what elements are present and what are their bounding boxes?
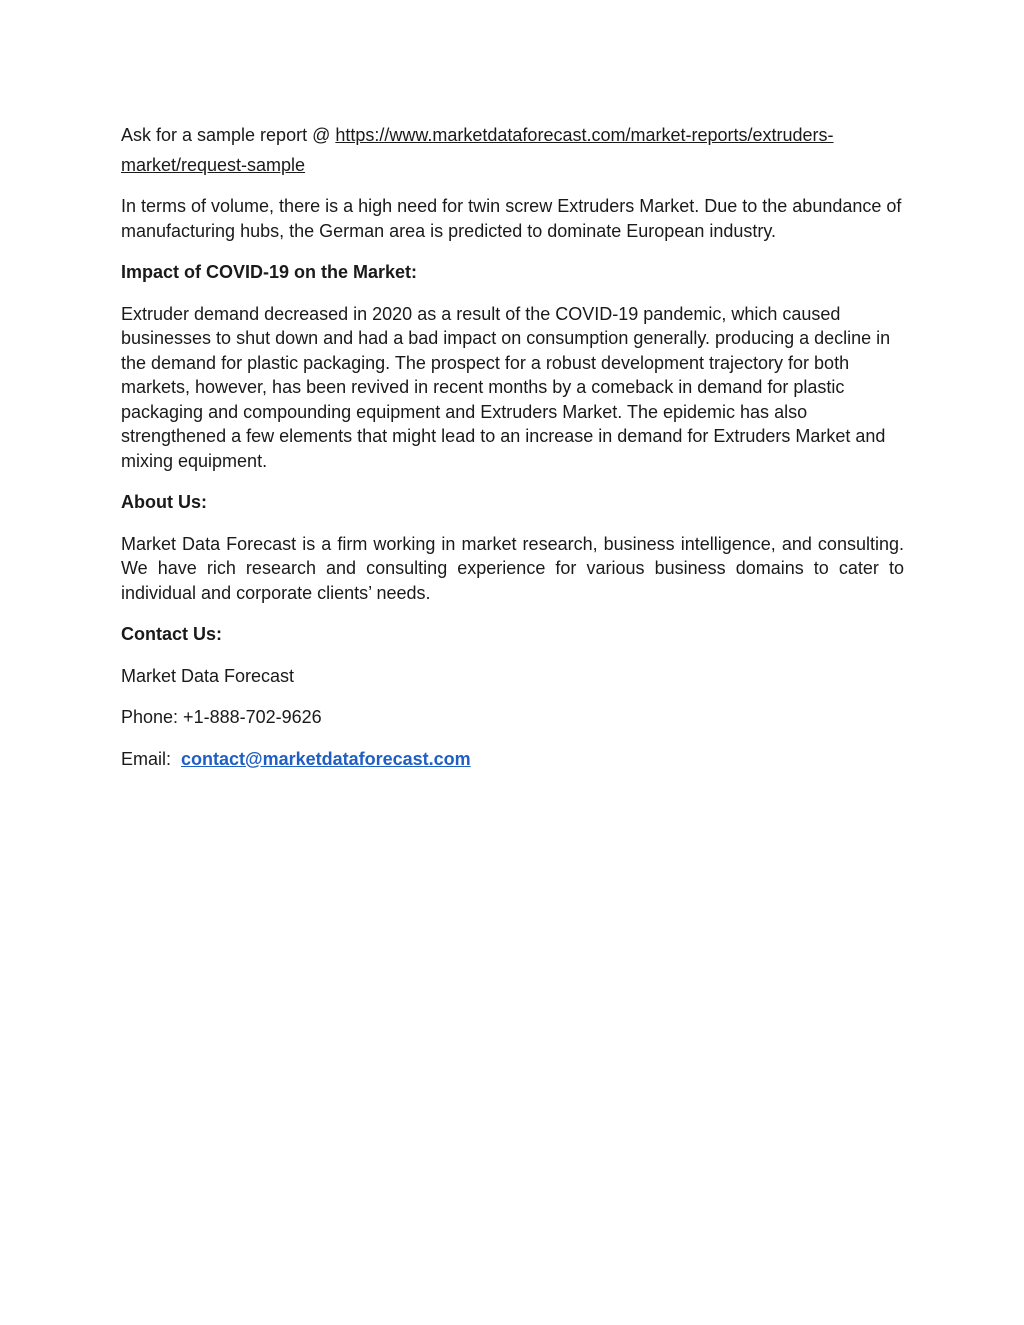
contact-heading: Contact Us: [121, 624, 223, 644]
covid-heading: Impact of COVID-19 on the Market: [121, 262, 418, 282]
about-heading: About Us: [121, 492, 207, 512]
sample-request-prefix: Ask for a sample report @ [121, 125, 336, 145]
contact-company: Market Data Forecast [121, 665, 295, 686]
sample-request-link[interactable]: https://www.marketdataforecast.com/market-reports/extruders-market/request-sample [121, 125, 834, 175]
sample-request-line [121, 120, 904, 180]
contact-email-link[interactable]: contact@marketdataforecast.com [181, 748, 471, 769]
contact-email-line [121, 747, 904, 772]
contact-email-label: Email: [121, 748, 182, 769]
contact-phone: Phone: +1-888-702-9626 [121, 707, 322, 727]
document-page [121, 120, 904, 788]
about-paragraph: Market Data Forecast is a firm working in market research, business intelligence, and consulting. We have rich research and consulting experience for various business domains to cater to individual and corporate clients’ needs. [121, 533, 904, 603]
intro-paragraph: In terms of volume, there is a high need for twin screw Extruders Market. Due to the abundance of manufacturing hubs, the German area is predicted to dominate European industry. [121, 196, 902, 241]
covid-paragraph: Extruder demand decreased in 2020 as a result of the COVID-19 pandemic, which caused businesses to shut down and had a bad impact on consumption generally. producing a decline in the demand for plastic packaging. The prospect for a robust development trajectory for both markets, however, has been revived in recent months by a comeback in demand for plastic packaging and compounding equipment and Extruders Market. The epidemic has also strengthened a few elements that might lead to an increase in demand for Extruders Market and mixing equipment. [121, 303, 891, 471]
